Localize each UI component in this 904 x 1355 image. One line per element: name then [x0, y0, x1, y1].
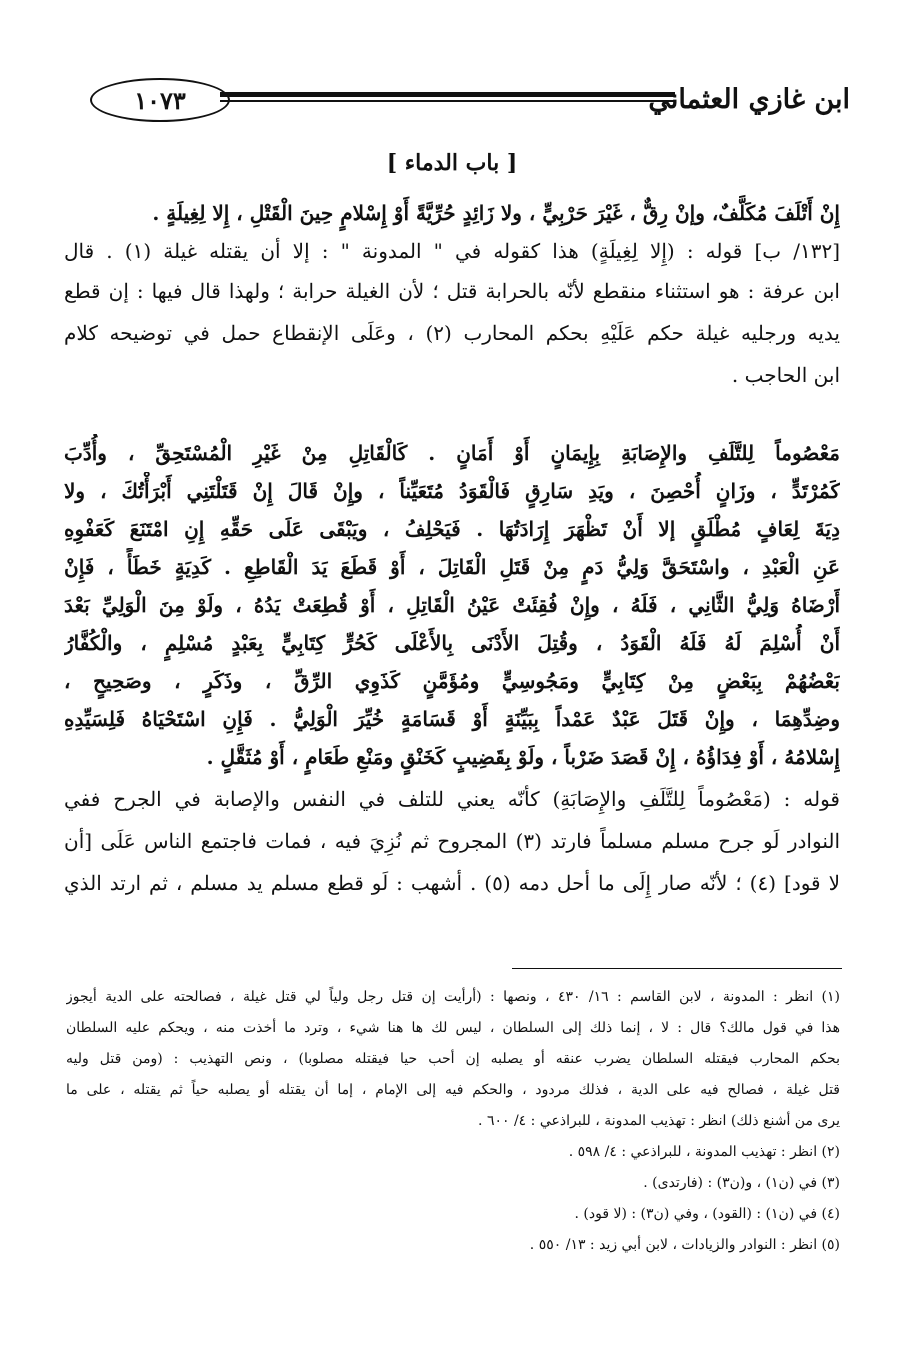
commentary-line: يديه ورجليه غيلة حكم عَلَيْهِ بحكم المحارب (٢) ، وعَلَى الإنقطاع حمل في توضيحه كلام	[64, 321, 840, 345]
footnote-3: (٣) في (ن١) ، و(ن٣) : (فارتدى) .	[643, 1175, 840, 1191]
matn-line: وضِدِّهِمَا ، وإِنْ قَتَلَ عَبْدٌ عَمْداً بِبَيِّنَةٍ أَوْ قَسَامَةٍ خُيِّرَ الْوَلِيُّ . فَإِنِ اسْتَحْيَاهُ فَلِسَيِّدِهِ	[64, 707, 840, 731]
footnote-4: (٤) في (ن١) : (القود) ، وفي (ن٣) : (لا قود) .	[574, 1206, 840, 1222]
page-number: ١٠٧٣	[90, 78, 230, 122]
commentary-block-2	[64, 778, 840, 904]
matn-line: بَعْضُهُمْ بِبَعْضٍ مِنْ كِتَابِيٍّ ومَجُوسِيٍّ ومُؤَمَّنٍ كَذَوِي الرِّقِّ ، وذَكَرٍ ، وصَحِيحٍ ،	[64, 669, 840, 693]
matn-line: أَنْ أُسْلِمَ لَهُ فَلَهُ الْقَوَدُ ، وقُتِلَ الأَدْنَى بِالأَعْلَى كَحُرٍّ كِتَابِيٍّ بِعَبْدٍ مُسْلِمٍ ، والْكُفَّارُ	[64, 631, 840, 655]
commentary-block-1	[64, 232, 840, 396]
commentary-line: ابن عرفة : هو استثناء منقطع لأنّه بالحرابة قتل ؛ لأن الغيلة حرابة ؛ ولهذا قال فيها : إن قطع	[64, 279, 840, 303]
matn-line: أَرْضَاهُ وَلِيُّ الثَّانِي ، فَلَهُ ، وإِنْ فُقِئَتْ عَيْنُ الْقَاتِلِ ، أَوْ قُطِعَتْ يَدُهُ ، ولَوْ مِنَ الْوَلِيِّ بَعْدَ	[64, 593, 840, 617]
footnote-line: قتل غيلة ، فصالح فيه على الدية ، فذلك مردود ، والحكم فيه إلى الإمام ، إما أن يقتله أو يصلبه حياً ثم يقتله ، على ما	[66, 1082, 840, 1098]
matn-line: إِسْلامُهُ ، أَوْ فِدَاؤُهُ ، إِنْ قَصَدَ ضَرْباً ، ولَوْ بِقَضِيبٍ كَخَنْقٍ ومَنْعِ طَعَامٍ ، أَوْ مُثَقَّلٍ .	[206, 745, 840, 769]
footnote-line: هذا في قول مالك؟ قال : لا ، إنما ذلك إلى السلطان ، ليس لك ها هنا شيء ، وترد ما أخذت منه ، ويحكم عليه السلطان	[66, 1020, 840, 1036]
footnotes	[66, 982, 840, 1261]
footnote-line: يرى من أشنع ذلك) انظر : تهذيب المدونة ، للبراذعي : ٤/ ٦٠٠ .	[478, 1113, 840, 1129]
matn-line: دِيَةَ لِعَافٍ مُطْلَقٍ إلا أَنْ تَظْهَرَ إِرَادَتُهَا . فَيَحْلِفُ ، ويَبْقَى عَلَى حَقِّهِ إِنِ امْتَنَعَ كَعَفْوِهِ	[64, 517, 840, 541]
commentary-line: لا قود] (٤) ؛ لأنّه صار إِلَى ما أحل دمه (٥) . أشهب : لَو قطع مسلم يد مسلم ، ثم ارتد الذي	[64, 871, 840, 895]
commentary-line: [١٣٢/ ب] قوله : (إِلا لِغِيلَةٍ) هذا كقوله في " المدونة " : إلا أن يقتله غيلة (١) . قال	[64, 239, 840, 263]
commentary-line: قوله : (مَعْصُوماً لِلتَّلَفِ والإِصَابَةِ) كأنّه يعني للتلف في النفس والإصابة في الجرح ففي	[64, 787, 840, 811]
footnote-line: (١) انظر : المدونة ، لابن القاسم : ١٦/ ٤٣٠ ، ونصها : (أرأيت إن قتل رجل ولياً لي قتل غيلة ، فصالحته على الدية أيجوز	[66, 989, 840, 1005]
matn-line: كَمُرْتَدٍّ ، وزَانٍ أُحْصِنَ ، ويَدِ سَارِقٍ فَالْقَوَدُ مُتَعَيِّناً ، وإِنْ قَالَ إِنْ قَتَلْتَنِي أَبْرَأْتُكَ ، ولا	[64, 479, 840, 503]
chapter-title: [ باب الدماء ]	[386, 150, 518, 176]
matn-line: إِنْ أَتْلَفَ مُكَلَّفٌ، وإنْ رِقٌّ ، غَيْرَ حَرْبِيٍّ ، ولا زَائِدٍ حُرِّيَّةً أَوْ إِسْلامٍ حِينَ الْقَتْلِ ، إِلا لِغِيلَةٍ .	[152, 201, 840, 225]
matn-line: مَعْصُوماً لِلتَّلَفِ والإِصَابَةِ بِإِيمَانٍ أَوْ أَمَانٍ . كَالْقَاتِلِ مِنْ غَيْرِ الْمُسْتَحِقِّ ، وأُدِّبَ	[64, 441, 840, 465]
header-rule	[220, 92, 675, 97]
header-rule-thin	[220, 100, 675, 102]
commentary-line: النوادر لَو جرح مسلم مسلماً فارتد (٣) المجروح ثم نُزِيَ فيه ، فمات فاجتمع الناس عَلَى [أن	[64, 829, 840, 853]
footnote-line: بحكم المحارب فيقتله السلطان يضرب عنقه أو يصلبه إن أحب حيا فيقتله مصلوبا) ، ونص التهذيب : (ومن قتل وليه	[66, 1051, 840, 1067]
footnote-5: (٥) انظر : النوادر والزيادات ، لابن أبي زيد : ١٣/ ٥٥٠ .	[529, 1237, 840, 1253]
footnote-2: (٢) انظر : تهذيب المدونة ، للبراذعي : ٤/ ٥٩٨ .	[568, 1144, 840, 1160]
matn-block-1	[64, 194, 840, 232]
matn-line: عَنِ الْعَبْدِ ، واسْتَحَقَّ وَلِيُّ دَمٍ مِنْ قَتَلِ الْقَاتِلَ ، أَوْ قَطَعَ يَدَ الْقَاطِعِ . كَدِيَةٍ خَطَأً ، فَإِنْ	[64, 555, 840, 579]
running-title: ابن غازي العثماني	[648, 84, 850, 115]
commentary-line: ابن الحاجب .	[731, 363, 840, 387]
matn-block-2	[64, 434, 840, 776]
running-header	[60, 78, 850, 138]
footnote-separator	[512, 968, 842, 969]
